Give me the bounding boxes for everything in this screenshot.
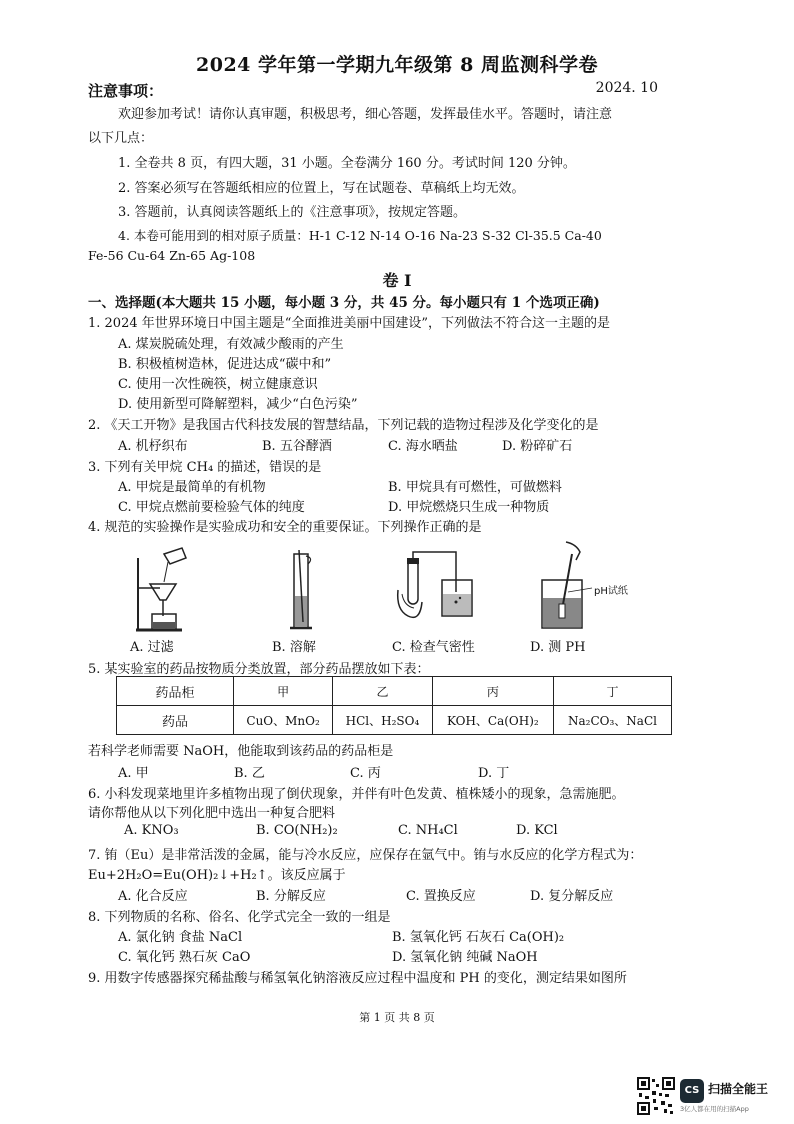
q1-option-c: C. 使用一次性碗筷，树立健康意识	[118, 377, 318, 392]
notice-item-4-cont: Fe-56 Cu-64 Zn-65 Ag-108	[88, 248, 256, 263]
section-heading: 一、选择题(本大题共 15 小题，每小题 3 分，共 45 分。每小题只有 1 个选项正确)	[88, 295, 600, 311]
filtration-apparatus-figure	[124, 546, 194, 632]
exam-date: 2024. 10	[595, 80, 658, 96]
table-cell: 乙	[333, 677, 432, 706]
table-cell: 药品	[117, 706, 234, 735]
q5-option-a: A. 甲	[118, 766, 149, 781]
q2-option-d: D. 粉碎矿石	[502, 439, 573, 454]
table-header-row	[117, 677, 672, 706]
ph-paper-label: pH试纸	[594, 586, 628, 597]
q3-option-d: D. 甲烷燃烧只生成一种物质	[388, 500, 550, 515]
q5-follow: 若科学老师需要 NaOH，他能取到该药品的药品柜是	[88, 744, 394, 759]
table-row	[117, 706, 672, 735]
scanner-tagline: 3亿人都在用的扫描App	[680, 1105, 749, 1113]
q7-option-a: A. 化合反应	[118, 889, 188, 904]
q1-stem: 1. 2024 年世界环境日中国主题是“全面推进美丽中国建设”，下列做法不符合这一主题的是	[88, 316, 611, 331]
notice-item-4: 4. 本卷可能用到的相对原子质量：H-1 C-12 N-14 O-16 Na-23 S-32 Cl-35.5 Ca-40	[118, 228, 602, 243]
airtightness-check-figure	[394, 550, 484, 632]
q4-stem: 4. 规范的实验操作是实验成功和安全的重要保证。下列操作正确的是	[88, 520, 482, 535]
table-cell: 丁	[554, 677, 672, 706]
table-cell: KOH、Ca(OH)₂	[432, 706, 553, 735]
q7-stem-2: Eu+2H₂O=Eu(OH)₂↓+H₂↑。该反应属于	[88, 868, 346, 883]
scanner-app-name: 扫描全能王	[708, 1082, 769, 1096]
table-cell: 甲	[234, 677, 333, 706]
q6-stem-1: 6. 小科发现菜地里许多植物出现了倒伏现象，并伴有叶色发黄、植株矮小的现象，急需施肥。	[88, 787, 625, 802]
table-cell: Na₂CO₃、NaCl	[554, 706, 672, 735]
q7-option-d: D. 复分解反应	[530, 889, 614, 904]
q8-option-b: B. 氢氧化钙 石灰石 Ca(OH)₂	[392, 930, 565, 945]
q4-option-b: B. 溶解	[272, 640, 316, 655]
page-footer: 第 1 页 共 8 页	[359, 1011, 435, 1024]
q3-option-a: A. 甲烷是最简单的有机物	[118, 480, 266, 495]
q3-option-c: C. 甲烷点燃前要检验气体的纯度	[118, 500, 305, 515]
drug-cabinet-table	[116, 676, 672, 735]
q9-stem: 9. 用数字传感器探究稀盐酸与稀氢氧化钠溶液反应过程中温度和 PH 的变化，测定结果如图所	[88, 971, 627, 986]
notice-intro-1: 欢迎参加考试！请你认真审题，积极思考，细心答题，发挥最佳水平。答题时，请注意	[118, 107, 613, 122]
table-cell: HCl、H₂SO₄	[333, 706, 432, 735]
notice-item-2: 2. 答案必须写在答题纸相应的位置上，写在试题卷、草稿纸上均无效。	[118, 181, 525, 196]
q2-option-a: A. 机杼织布	[118, 439, 188, 454]
q6-option-b: B. CO(NH₂)₂	[256, 823, 338, 838]
q6-option-d: D. KCl	[516, 823, 558, 838]
q6-option-c: C. NH₄Cl	[398, 823, 458, 838]
notice-intro-2: 以下几点：	[88, 131, 154, 146]
table-cell: 丙	[432, 677, 553, 706]
q1-option-b: B. 积极植树造林，促进达成“碳中和”	[118, 357, 332, 372]
q8-option-a: A. 氯化钠 食盐 NaCl	[118, 930, 243, 945]
camscanner-logo-icon: CS	[680, 1079, 704, 1103]
q2-option-b: B. 五谷酵酒	[262, 439, 332, 454]
notice-item-1: 1. 全卷共 8 页，有四大题，31 小题。全卷满分 160 分。考试时间 120 分钟。	[118, 156, 576, 171]
dissolving-cylinder-figure	[284, 548, 324, 632]
exam-title: 2024 学年第一学期九年级第 8 周监测科学卷	[196, 54, 598, 76]
q5-option-c: C. 丙	[350, 766, 381, 781]
q6-option-a: A. KNO₃	[124, 823, 179, 838]
q7-option-c: C. 置换反应	[406, 889, 476, 904]
q2-option-c: C. 海水晒盐	[388, 439, 458, 454]
q6-stem-2: 请你帮他从以下列化肥中选出一种复合肥料	[88, 806, 336, 821]
notice-label: 注意事项：	[88, 82, 164, 100]
q5-option-d: D. 丁	[478, 766, 510, 781]
notice-item-3: 3. 答题前，认真阅读答题纸上的《注意事项》，按规定答题。	[118, 205, 467, 220]
q7-stem-1: 7. 铕（Eu）是非常活泼的金属，能与冷水反应，应保存在氩气中。铕与水反应的化学方程式为：	[88, 848, 643, 863]
q5-option-b: B. 乙	[234, 766, 265, 781]
q8-option-c: C. 氧化钙 熟石灰 CaO	[118, 950, 251, 965]
q7-option-b: B. 分解反应	[256, 889, 326, 904]
volume-title: 卷 I	[382, 271, 412, 290]
q5-stem: 5. 某实验室的药品按物质分类放置，部分药品摆放如下表：	[88, 662, 430, 677]
q2-stem: 2. 《天工开物》是我国古代科技发展的智慧结晶，下列记载的造物过程涉及化学变化的是	[88, 418, 599, 433]
table-cell: CuO、MnO₂	[234, 706, 333, 735]
qr-code-icon	[637, 1077, 675, 1115]
q8-stem: 8. 下列物质的名称、俗名、化学式完全一致的一组是	[88, 910, 391, 925]
q3-option-b: B. 甲烷具有可燃性，可做燃料	[388, 480, 562, 495]
q4-option-d: D. 测 PH	[530, 640, 586, 655]
q3-stem: 3. 下列有关甲烷 CH₄ 的描述，错误的是	[88, 460, 322, 475]
q8-option-d: D. 氢氧化钠 纯碱 NaOH	[392, 950, 538, 965]
table-cell: 药品柜	[117, 677, 234, 706]
q1-option-d: D. 使用新型可降解塑料，减少“白色污染”	[118, 397, 358, 412]
q1-option-a: A. 煤炭脱硫处理，有效减少酸雨的产生	[118, 337, 344, 352]
q4-option-a: A. 过滤	[130, 640, 174, 655]
q4-option-c: C. 检查气密性	[392, 640, 475, 655]
